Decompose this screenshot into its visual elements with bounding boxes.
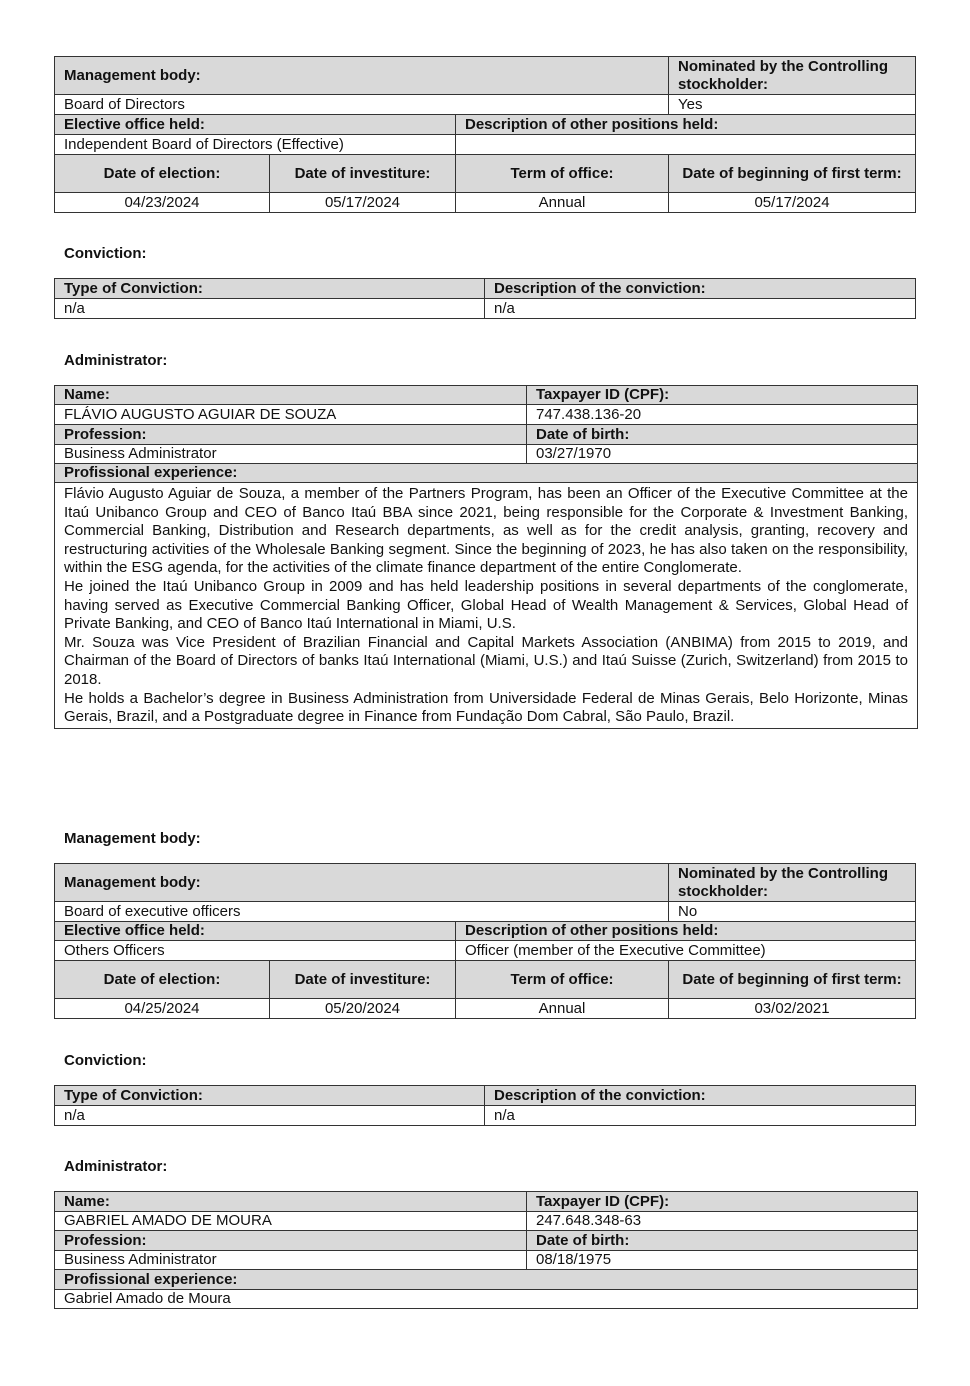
conviction-desc-header: Description of the conviction: [485,279,916,299]
elective-office-value: Others Officers [55,941,456,961]
date-election-value: 04/25/2024 [55,999,270,1019]
other-positions-header: Description of other positions held: [456,115,916,135]
nominated-header: Nominated by the Controlling stockholder: [669,57,916,95]
management-body-header: Management body: [55,57,669,95]
management-body-value: Board of executive officers [55,902,669,922]
other-positions-value [456,135,916,155]
conviction-type-header: Type of Conviction: [55,279,485,299]
date-investiture-header: Date of investiture: [270,155,456,193]
conviction-desc-value: n/a [485,1106,916,1126]
administrator-heading: Administrator: [64,1158,168,1175]
date-investiture-header: Date of investiture: [270,961,456,999]
profession-value: Business Administrator [55,1251,527,1270]
experience-paragraph-2: He joined the Itaú Unibanco Group in 2009 and has held leadership positions in several departments of the conglomerate, having served as Executive Commercial Banking Officer, Global Head of Wealth Management & Services, Global Head of Private Banking, and CEO of Banco Itaú International in Miami, U.S. [64,577,908,633]
term-header: Term of office: [456,961,669,999]
cpf-value: 247.648.348-63 [527,1212,918,1231]
profession-value: Business Administrator [55,445,527,464]
conviction-desc-header: Description of the conviction: [485,1086,916,1106]
other-positions-header: Description of other positions held: [456,922,916,941]
experience-header: Profissional experience: [55,1270,918,1290]
conviction-table-2 [54,1085,916,1126]
nominated-value: No [669,902,916,922]
birth-value: 08/18/1975 [527,1251,918,1270]
date-investiture-value: 05/17/2024 [270,193,456,213]
name-header: Name: [55,1192,527,1212]
management-body-section-heading: Management body: [64,830,201,847]
profession-header: Profession: [55,1231,527,1251]
cpf-value: 747.438.136-20 [527,405,918,425]
conviction-type-value: n/a [55,299,485,319]
conviction-heading: Conviction: [64,245,147,262]
experience-paragraph-4: He holds a Bachelor’s degree in Business Administration from Universidade Federal de Minas Gerais, Belo Horizonte, Minas Gerais, Brazil, and a Postgraduate degree in Finance from Fundação Dom Cabral, São Paulo, Brazil. [64,689,908,726]
conviction-heading: Conviction: [64,1052,147,1069]
cpf-header: Taxpayer ID (CPF): [527,386,918,405]
cpf-header: Taxpayer ID (CPF): [527,1192,918,1212]
other-positions-value: Officer (member of the Executive Committee) [456,941,916,961]
experience-text: Gabriel Amado de Moura [55,1290,918,1309]
date-election-value: 04/23/2024 [55,193,270,213]
term-value: Annual [456,193,669,213]
experience-paragraph-1: Flávio Augusto Aguiar de Souza, a member of the Partners Program, has been an Officer of the Executive Committee at the Itaú Unibanco Group and CEO of Banco Itaú BBA since 2021, being responsible for the Corporate & Investment Banking, Commercial Banking, Distribution and Research departments, as well as for the credit analysis, granting, recovery and restructuring activities of the Wholesale Banking segment. Since the beginning of 2023, he has also taken on the responsibility, within the ESG agenda, for the activities of the climate finance department of the entire Conglomerate. [64,485,908,577]
conviction-table-1 [54,278,916,319]
conviction-type-value: n/a [55,1106,485,1126]
birth-header: Date of birth: [527,1231,918,1251]
date-investiture-value: 05/20/2024 [270,999,456,1019]
name-header: Name: [55,386,527,405]
birth-value: 03/27/1970 [527,445,918,464]
experience-paragraph-3: Mr. Souza was Vice President of Brazilian Financial and Capital Markets Association (ANBIMA) from 2015 to 2019, and Chairman of the Board of Directors of banks Itaú International (Miami, U.S.) and Itaú Suisse (Zurich, Switzerland) from 2015 to 2018. [64,633,908,688]
elective-office-header: Elective office held: [55,922,456,941]
date-election-header: Date of election: [55,155,270,193]
elective-office-header: Elective office held: [55,115,456,135]
first-term-header: Date of beginning of first term: [669,155,916,193]
management-table-2 [54,863,916,1019]
term-header: Term of office: [456,155,669,193]
administrator-table-2 [54,1191,918,1309]
elective-office-value: Independent Board of Directors (Effective) [55,135,456,155]
conviction-desc-value: n/a [485,299,916,319]
experience-text [55,483,918,729]
management-body-value: Board of Directors [55,95,669,115]
conviction-type-header: Type of Conviction: [55,1086,485,1106]
term-value: Annual [456,999,669,1019]
date-election-header: Date of election: [55,961,270,999]
first-term-value: 05/17/2024 [669,193,916,213]
management-body-header: Management body: [55,864,669,902]
nominated-value: Yes [669,95,916,115]
nominated-header: Nominated by the Controlling stockholder: [669,864,916,902]
birth-header: Date of birth: [527,425,918,445]
experience-header: Profissional experience: [55,464,918,483]
administrator-heading: Administrator: [64,352,168,369]
first-term-header: Date of beginning of first term: [669,961,916,999]
first-term-value: 03/02/2021 [669,999,916,1019]
name-value: GABRIEL AMADO DE MOURA [55,1212,527,1231]
management-table-1 [54,56,916,213]
profession-header: Profession: [55,425,527,445]
administrator-table-1 [54,385,918,729]
name-value: FLÁVIO AUGUSTO AGUIAR DE SOUZA [55,405,527,425]
